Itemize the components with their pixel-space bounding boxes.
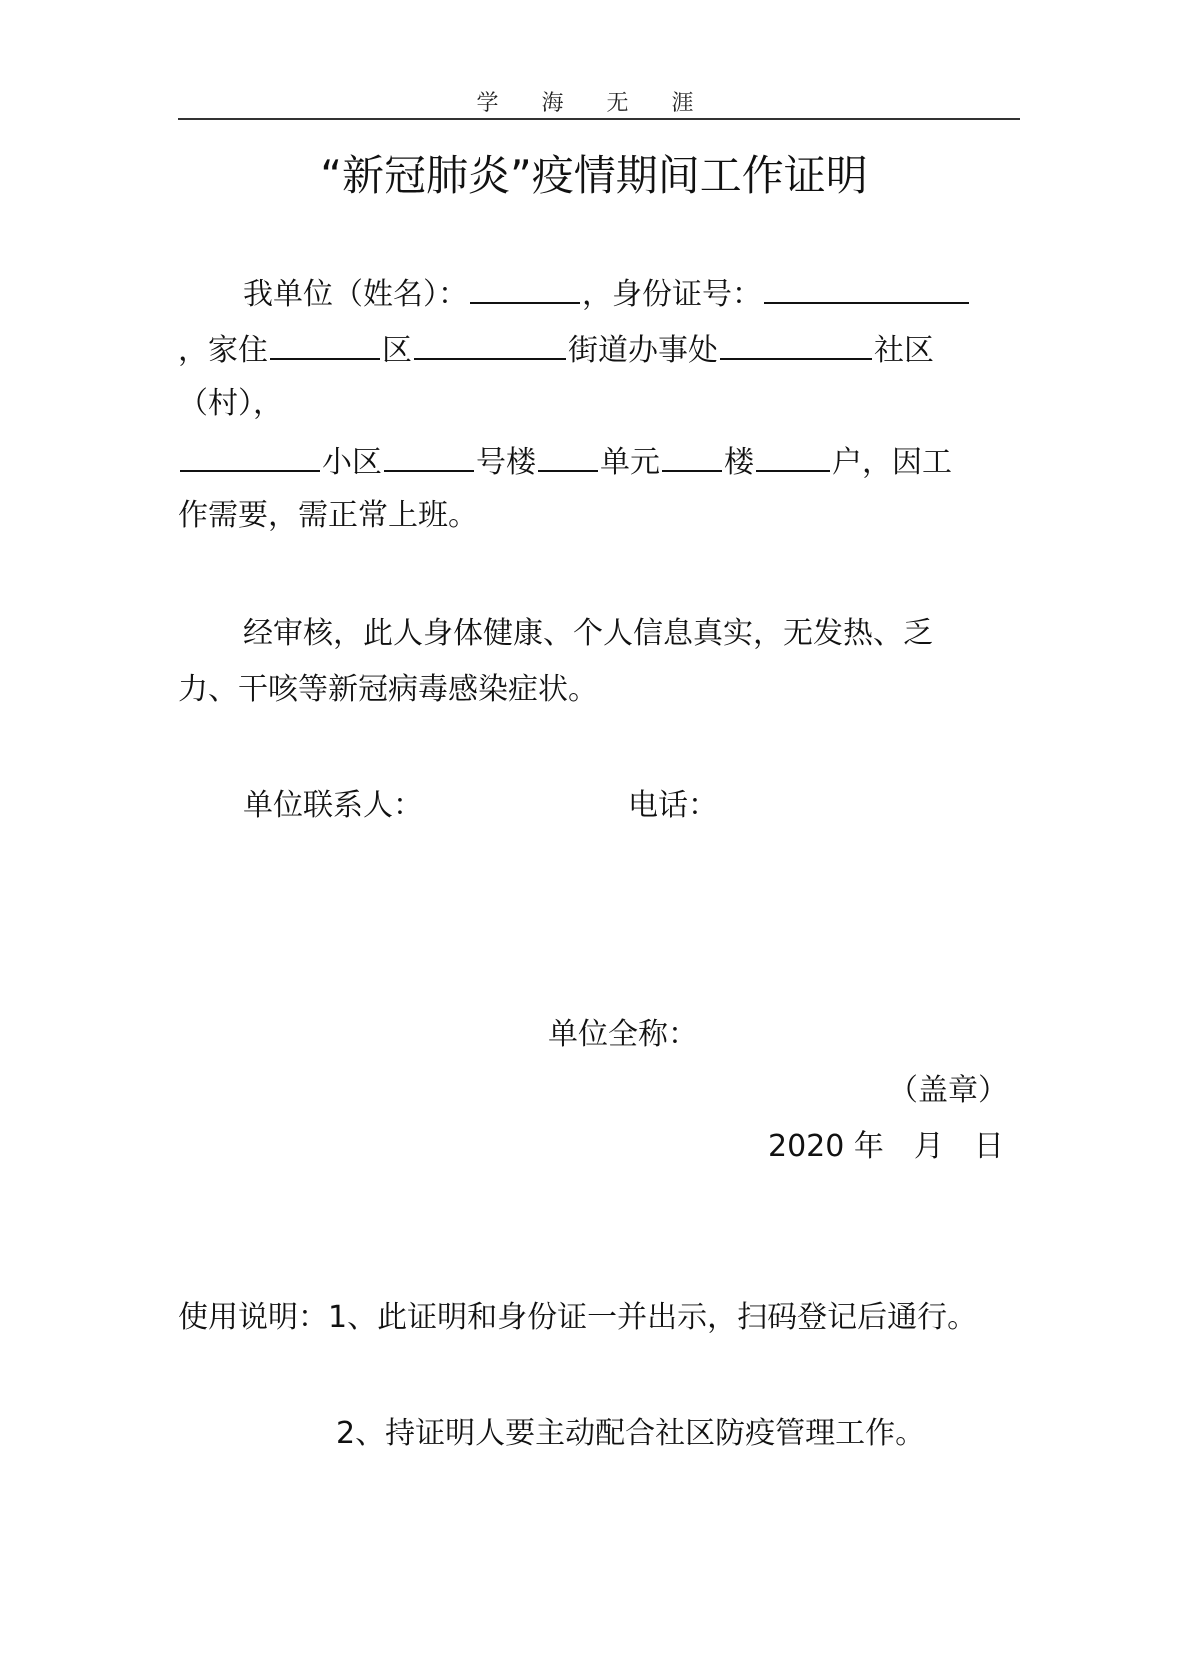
id-number-blank[interactable] xyxy=(764,272,969,304)
community-blank[interactable] xyxy=(720,328,872,360)
unit-label: 单元 xyxy=(600,445,660,480)
household-label: 户，因工 xyxy=(832,445,952,480)
unit-blank[interactable] xyxy=(538,440,598,472)
para1-line4 xyxy=(178,440,952,483)
street-office-label: 街道办事处 xyxy=(568,333,718,368)
usage-note-2: 2、持证明人要主动配合社区防疫管理工作。 xyxy=(336,1416,926,1451)
floor-blank[interactable] xyxy=(662,440,722,472)
household-blank[interactable] xyxy=(756,440,830,472)
building-label: 号楼 xyxy=(476,445,536,480)
district-blank[interactable] xyxy=(270,328,380,360)
address-label: ，家住 xyxy=(178,333,268,368)
estate-blank[interactable] xyxy=(180,440,320,472)
date-line: 2020 年 月 日 xyxy=(768,1129,1004,1164)
para1-line3: （村）， xyxy=(178,386,283,421)
community-label: 社区 xyxy=(874,333,934,368)
para1-line5: 作需要，需正常上班。 xyxy=(178,498,478,533)
estate-label: 小区 xyxy=(322,445,382,480)
id-number-label: ，身份证号： xyxy=(582,277,762,312)
seal-note: （盖章） xyxy=(888,1073,1008,1108)
contact-person-label: 单位联系人： xyxy=(243,788,423,823)
floor-label: 楼 xyxy=(724,445,754,480)
building-blank[interactable] xyxy=(384,440,474,472)
running-header: 学 海 无 涯 xyxy=(476,91,712,116)
para1-line2 xyxy=(178,328,934,371)
para2-line2: 力、干咳等新冠病毒感染症状。 xyxy=(178,672,598,707)
street-blank[interactable] xyxy=(414,328,566,360)
phone-label: 电话： xyxy=(628,788,718,823)
usage-note-1: 使用说明：1、此证明和身份证一并出示，扫码登记后通行。 xyxy=(178,1300,978,1335)
name-label: 我单位（姓名）： xyxy=(243,277,468,312)
district-label: 区 xyxy=(382,333,412,368)
para2-line1: 经审核，此人身体健康、个人信息真实，无发热、乏 xyxy=(243,616,933,651)
document-title: “新冠肺炎”疫情期间工作证明 xyxy=(320,151,868,200)
organization-name-label: 单位全称： xyxy=(548,1017,698,1052)
name-blank[interactable] xyxy=(470,272,580,304)
para1-line1 xyxy=(243,272,971,315)
header-divider xyxy=(178,118,1020,120)
